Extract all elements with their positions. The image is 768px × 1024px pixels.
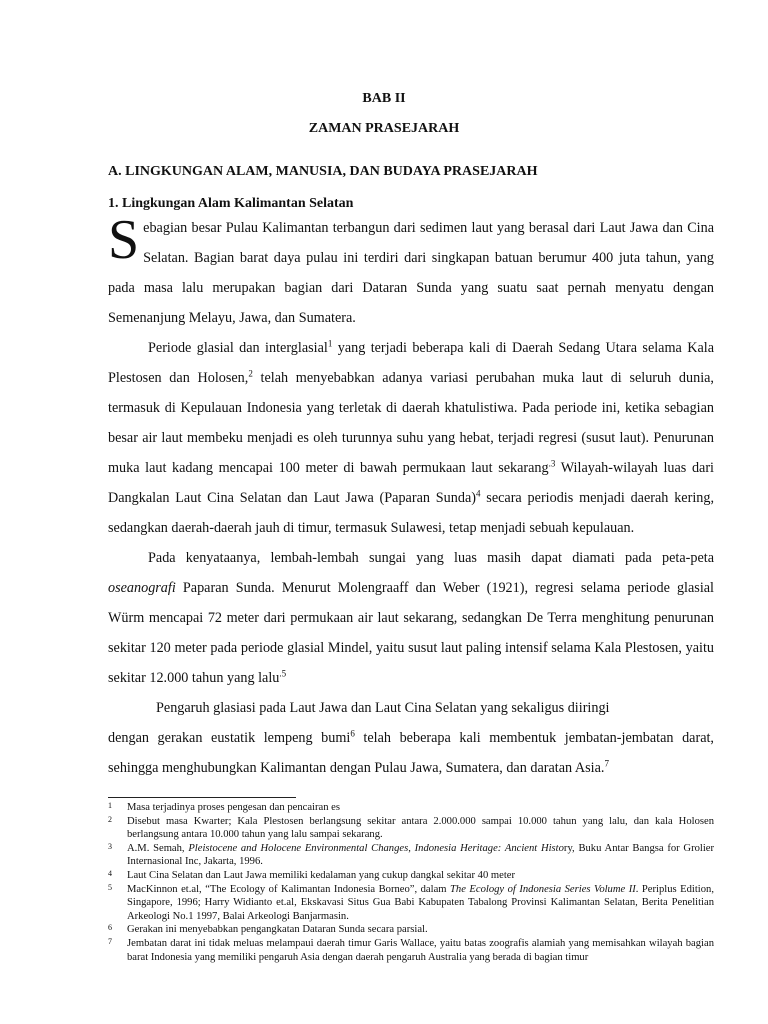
paragraph-3: Pada kenyataanya, lembah-lembah sungai yang luas masih dapat diamati pada peta-peta oseanografi Paparan Sunda. Menurut Molengraaff dan Weber (1921), regresi selama periode glasial Würm mencapai 72 meter dari permukaan air laut sekarang, sedangkan De Terra menghitung penurunan sekitar 120 meter pada periode glasial Mindel, yaitu susut laut paling intensif selama Kala Plestosen, yaitu sekitar 12.000 tahun yang lalu$^{.5}$ <box>108 550 714 686</box>
footnote-2: 2 Disebut masa Kwarter; Kala Plestosen berlangsung sekitar antara 2.000.000 sampai 10.000 tahun yang lalu, dan kala Holosen berlangsung antara 10.000 tahun yang lalu sampai sekarang. <box>108 814 714 841</box>
paragraph-4: dengan gerakan eustatik lempeng bumi$^6$ telah beberapa kali membentuk jembatan-jembatan darat, sehingga menghubungkan Kalimantan dengan Pulau Jawa, Sumatera, dan daratan Asia.$^7$ <box>108 728 714 776</box>
body-text <box>108 209 714 783</box>
footnote-ref-6: 6 <box>350 728 355 739</box>
paragraph-1: Sebagian besar Pulau Kalimantan terbangun dari sedimen laut yang berasal dari Laut Jawa dan Cina Selatan. Bagian barat daya pulau ini terdiri dari singkapan batuan berumur 400 juta tahun, yang pada masa lalu merupakan bagian dari Dataran Sunda yang suatu saat pernah menyatu dengan Semenanjung Melayu, Jawa, dan Sumatera. <box>108 209 714 326</box>
footnote-ref-4: 4 <box>475 488 481 499</box>
paragraph-2: Periode glasial dan interglasial$^1$ yang terjadi beberapa kali di Daerah Sedang Utara selama Kala Plestosen dan Holosen,$^2$ telah menyebabkan adanya variasi perubahan muka laut di seluruh dunia, termasuk di Kepulauan Indonesia yang terletak di daerah khatulistiwa. Pada periode ini, ketika sebagian besar air laut membeku menjadi es oleh turunnya suhu yang hebat, terjadi regresi (susut laut). Penurunan muka laut kadang mencapai 100 meter di bawah permukaan laut sekarang$^{.3}$ Wilayah-wilayah luas dari Dangkalan Laut Cina Selatan dan Laut Jawa (Paparan Sunda)$^4$ secara periodis menjadi daerah kering, sedangkan daerah-daerah jauh di timur, termasuk Sulawesi, tetap menjadi sebuah kepulauan. <box>108 338 714 536</box>
footnote-3: 3 A.M. Semah, Pleistocene and Holocene Environmental Changes, Indonesia Heritage: Ancient History, Buku Antar Bangsa for Grolier Internasional Inc, Jakarta, 1996. <box>108 841 715 868</box>
footnote-1: 1 Masa terjadinya proses pengesan dan pencairan es <box>108 801 340 813</box>
chapter-label: BAB II <box>362 91 406 106</box>
footnote-4: 4 Laut Cina Selatan dan Laut Jawa memiliki kedalaman yang cukup dangkal sekitar 40 meter <box>108 868 516 881</box>
footnote-ref-1: 1 <box>327 338 333 349</box>
footnotes <box>108 801 714 964</box>
footnote-ref-2: 2 <box>248 368 253 379</box>
footnote-ref-3: .3 <box>548 458 556 469</box>
drop-cap: S <box>108 209 140 271</box>
footnote-7: 7 Jembatan darat ini tidak meluas melampaui daerah timur Garis Wallace, yaitu batas zoografis alamiah yang memisahkan wilayah bagian barat Indonesia yang memiliki pengaruh Asia dengan daerah pengaruh Australia yang berada di bagian timur <box>108 936 714 963</box>
footnote-ref-5: .5 <box>279 668 287 679</box>
subsection-heading: 1. Lingkungan Alam Kalimantan Selatan <box>108 196 354 211</box>
footnote-divider <box>108 797 296 798</box>
footnote-ref-7: 7 <box>604 758 609 769</box>
footnote-5: 5 MacKinnon et.al, “The Ecology of Kalimantan Indonesia Borneo”, dalam The Ecology of Indonesia Series Volume II. Periplus Edition, Singapore, 1996; Harry Widianto et.al, Ekskavasi Situs Gua Babi Kabupaten Tabalong Provinsi Kalimantan Selatan, Berita Penelitian Arkeologi No.1 1997, Balai Arkeologi Banjarmasin. <box>108 882 714 922</box>
chapter-title: ZAMAN PRASEJARAH <box>308 121 460 136</box>
footnote-6: 6 Gerakan ini menyebabkan pengangkatan Dataran Sunda secara parsial. <box>108 923 428 936</box>
paragraph-4-line1: Pengaruh glasiasi pada Laut Jawa dan Laut Cina Selatan yang sekaligus diiringi <box>156 700 610 716</box>
section-heading: A. LINGKUNGAN ALAM, MANUSIA, DAN BUDAYA PRASEJARAH <box>108 164 538 179</box>
